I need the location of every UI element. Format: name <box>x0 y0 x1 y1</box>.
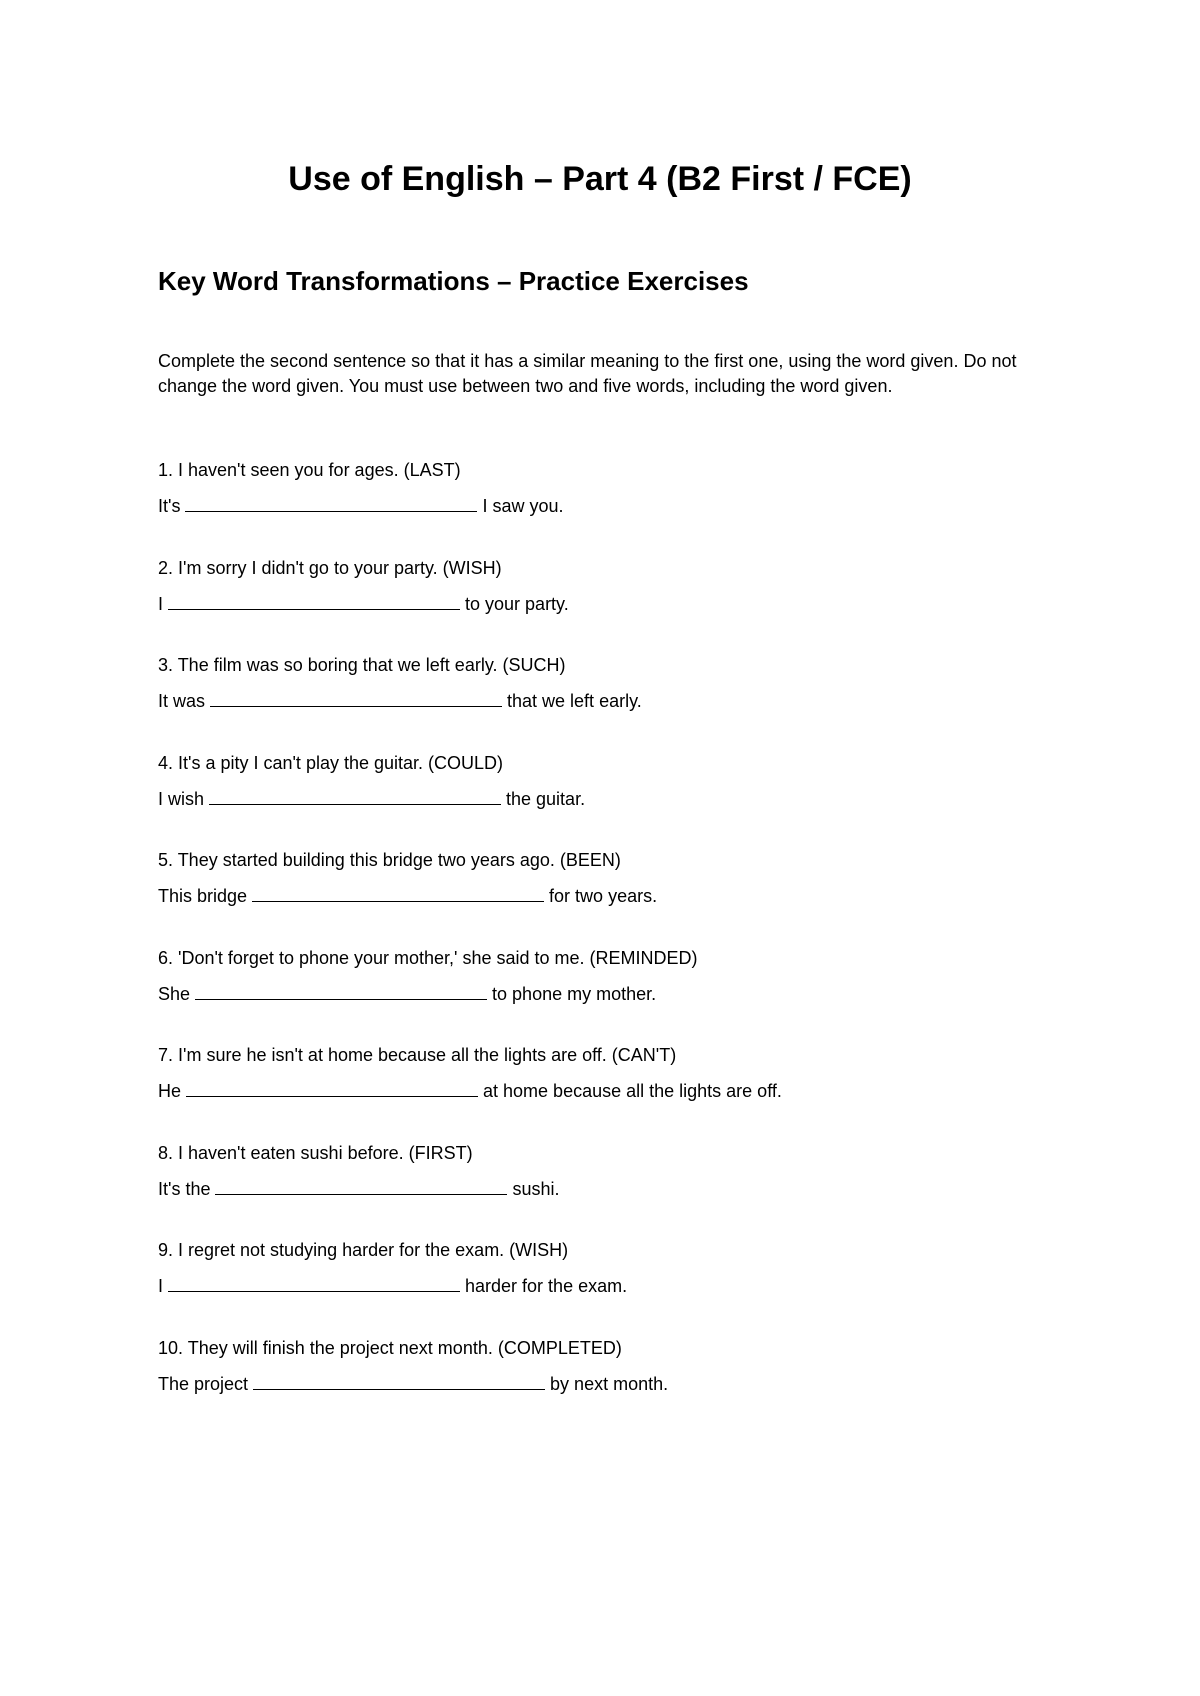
answer-sentence <box>158 494 1058 519</box>
exercise-prompt: 8. I haven't eaten sushi before. (FIRST) <box>158 1142 473 1163</box>
exercise-prompt: 2. I'm sorry I didn't go to your party. (WISH) <box>158 557 502 578</box>
exercise-9 <box>158 1238 1058 1336</box>
answer-sentence <box>158 1274 1058 1299</box>
exercise-8 <box>158 1141 1058 1239</box>
exercise-prompt: 5. They started building this bridge two years ago. (BEEN) <box>158 850 621 870</box>
page-title: Use of English – Part 4 (B2 First / FCE) <box>288 160 912 198</box>
sentence-start: It's <box>158 496 181 516</box>
exercise-list <box>158 458 1058 1433</box>
sentence-start: He <box>158 1081 182 1101</box>
sentence-end: by next month. <box>550 1373 669 1394</box>
sentence-end: the guitar. <box>506 788 586 809</box>
exercise-4 <box>158 751 1058 849</box>
sentence-end: sushi. <box>512 1178 560 1199</box>
exercise-prompt: 4. It's a pity I can't play the guitar. (COULD) <box>158 752 504 773</box>
sentence-start: It's the <box>158 1178 211 1199</box>
answer-sentence <box>158 592 1058 617</box>
sentence-end: to phone my mother. <box>492 983 657 1004</box>
answer-blank <box>252 885 544 902</box>
exercise-prompt: 3. The film was so boring that we left early. (SUCH) <box>158 655 566 675</box>
exercise-prompt: 7. I'm sure he isn't at home because all the lights are off. (CAN'T) <box>158 1045 677 1065</box>
answer-sentence <box>158 1079 1058 1104</box>
exercise-3 <box>158 653 1058 751</box>
exercise-7 <box>158 1043 1058 1141</box>
answer-blank <box>186 1080 478 1097</box>
answer-blank <box>185 495 477 512</box>
answer-sentence <box>158 689 1058 714</box>
answer-blank <box>168 593 460 610</box>
answer-sentence <box>158 884 1058 909</box>
sentence-start: I <box>158 1276 164 1296</box>
sentence-end: for two years. <box>549 886 658 906</box>
instructions-text: Complete the second sentence so that it has a similar meaning to the first one, using the word given. Do not change the word given. You must use between two and five words, including the word given. <box>158 351 1017 396</box>
answer-blank <box>168 1275 460 1292</box>
sentence-start: I <box>158 593 164 614</box>
answer-sentence <box>158 1177 1058 1202</box>
exercise-6 <box>158 946 1058 1044</box>
sentence-start: I wish <box>158 788 205 809</box>
section-heading: Key Word Transformations – Practice Exercises <box>158 266 749 296</box>
sentence-end: to your party. <box>465 593 569 614</box>
answer-sentence <box>158 1372 1058 1397</box>
answer-blank <box>210 690 502 707</box>
exercise-2 <box>158 556 1058 654</box>
sentence-start: This bridge <box>158 886 248 906</box>
sentence-end: harder for the exam. <box>465 1276 628 1296</box>
sentence-start: The project <box>158 1373 249 1394</box>
answer-blank <box>253 1373 545 1390</box>
exercise-prompt: 10. They will finish the project next month. (COMPLETED) <box>158 1337 622 1358</box>
exercise-prompt: 9. I regret not studying harder for the exam. (WISH) <box>158 1240 569 1260</box>
exercise-5 <box>158 848 1058 946</box>
exercise-prompt: 1. I haven't seen you for ages. (LAST) <box>158 460 461 480</box>
answer-blank <box>209 788 501 805</box>
answer-blank <box>195 983 487 1000</box>
sentence-start: She <box>158 983 191 1004</box>
answer-sentence <box>158 982 1058 1007</box>
exercise-prompt: 6. 'Don't forget to phone your mother,' she said to me. (REMINDED) <box>158 947 698 968</box>
exercise-10 <box>158 1336 1058 1434</box>
sentence-end: that we left early. <box>507 691 642 711</box>
answer-blank <box>215 1178 507 1195</box>
answer-sentence <box>158 787 1058 812</box>
sentence-end: I saw you. <box>482 496 564 516</box>
sentence-start: It was <box>158 691 206 711</box>
exercise-1 <box>158 458 1058 556</box>
sentence-end: at home because all the lights are off. <box>483 1081 782 1101</box>
